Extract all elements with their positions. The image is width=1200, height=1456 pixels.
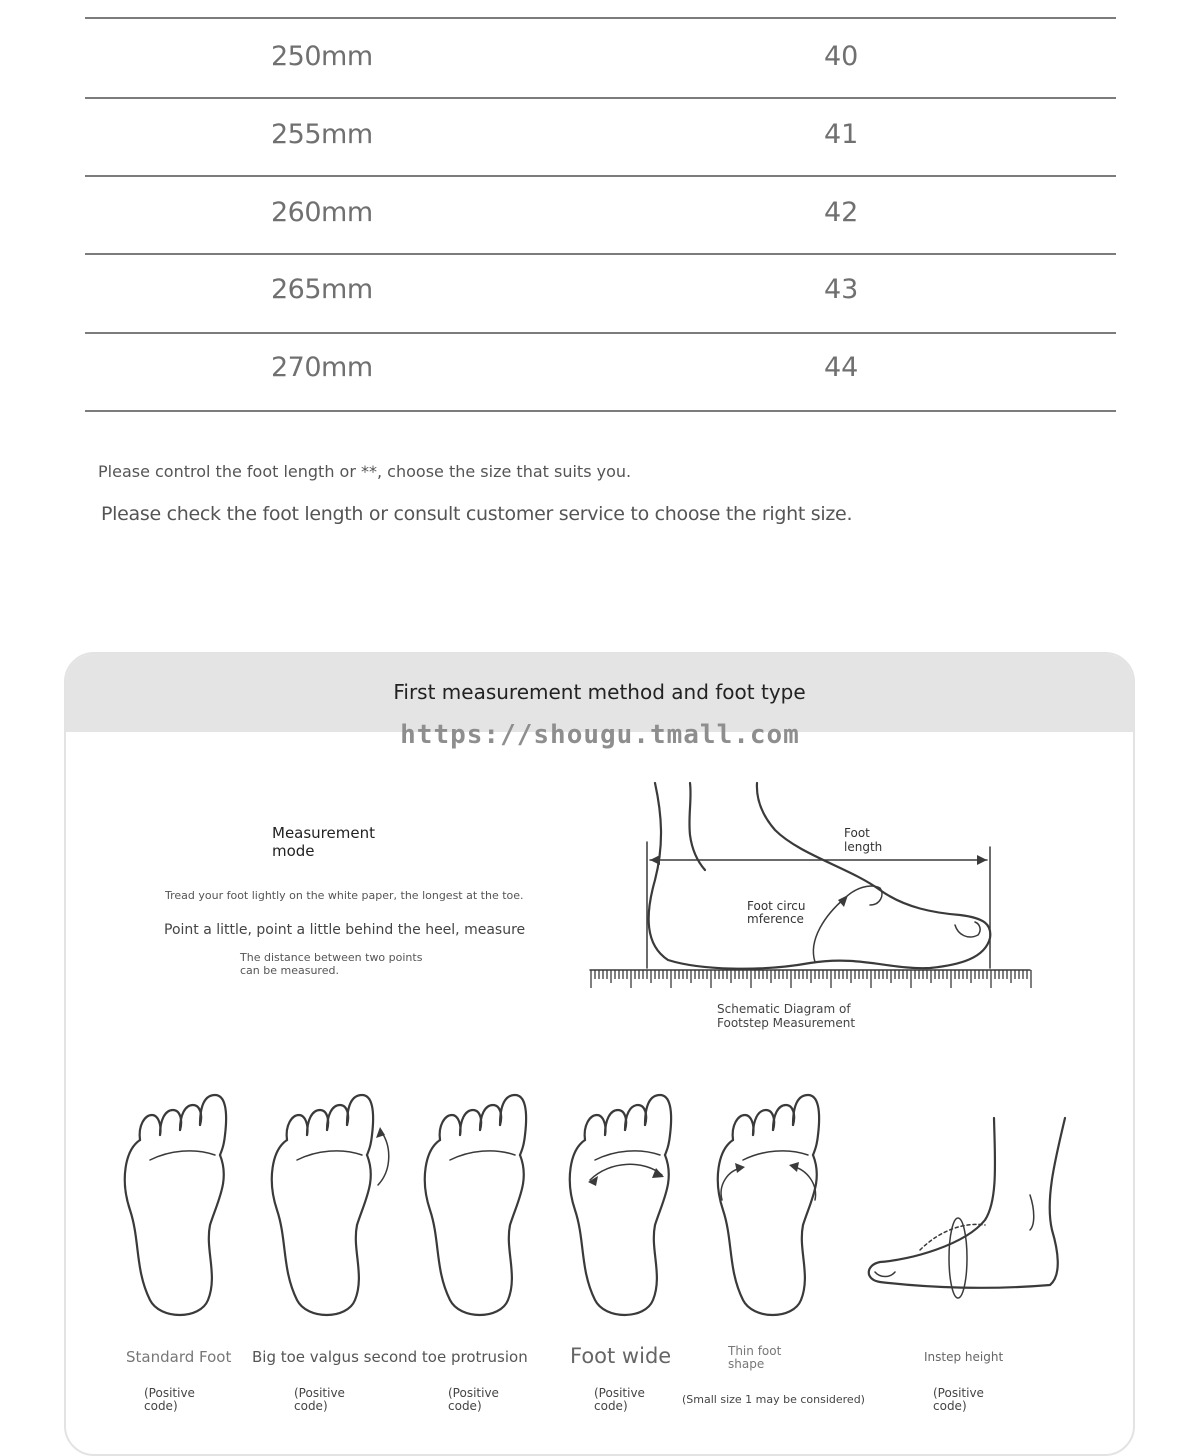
foot-length-cell: 260mm	[271, 197, 373, 228]
measurement-step-2: Point a little, point a little behind the heel, measure	[164, 922, 526, 938]
measurement-step-3: The distance between two points can be measured.	[240, 951, 423, 977]
measurement-mode-title: Measurement mode	[272, 824, 375, 860]
foot-type-valgus-label: Big toe valgus second toe protrusion	[252, 1348, 528, 1366]
foot-type-instep-note: (Positive code)	[933, 1386, 984, 1413]
eu-size-cell: 41	[824, 119, 859, 150]
eu-size-cell: 42	[824, 197, 859, 228]
foot-type-standard-label: Standard Foot	[126, 1348, 232, 1366]
size-note-1: Please control the foot length or **, choose the size that suits you.	[98, 462, 632, 481]
foot-type-thin-note: (Small size 1 may be considered)	[682, 1393, 865, 1406]
foot-type-thin-label: Thin foot shape	[728, 1344, 782, 1371]
foot-type-standard-note: (Positive code)	[144, 1386, 195, 1413]
eu-size-cell: 40	[824, 41, 859, 72]
foot-type-valgus-note: (Positive code)	[294, 1386, 345, 1413]
foot-type-protrusion-note: (Positive code)	[448, 1386, 499, 1413]
foot-circumference-label: Foot circu mference	[747, 899, 806, 926]
foot-length-cell: 270mm	[271, 352, 373, 383]
eu-size-cell: 44	[824, 352, 859, 383]
measurement-step-1: Tread your foot lightly on the white paper, the longest at the toe.	[165, 889, 524, 902]
foot-length-cell: 255mm	[271, 119, 373, 150]
foot-type-wide-note: (Positive code)	[594, 1386, 645, 1413]
watermark-url: https://shougu.tmall.com	[400, 720, 800, 750]
foot-length-cell: 265mm	[271, 274, 373, 305]
diagram-caption: Schematic Diagram of Footstep Measurement	[717, 1002, 856, 1030]
eu-size-cell: 43	[824, 274, 859, 305]
foot-type-instep-label: Instep height	[924, 1350, 1004, 1364]
panel-title: First measurement method and foot type	[393, 680, 806, 704]
size-note-2: Please check the foot length or consult customer service to choose the right size.	[101, 503, 853, 525]
foot-type-wide-label: Foot wide	[570, 1344, 672, 1368]
foot-length-cell: 250mm	[271, 41, 373, 72]
foot-length-label: Foot length	[844, 826, 883, 854]
